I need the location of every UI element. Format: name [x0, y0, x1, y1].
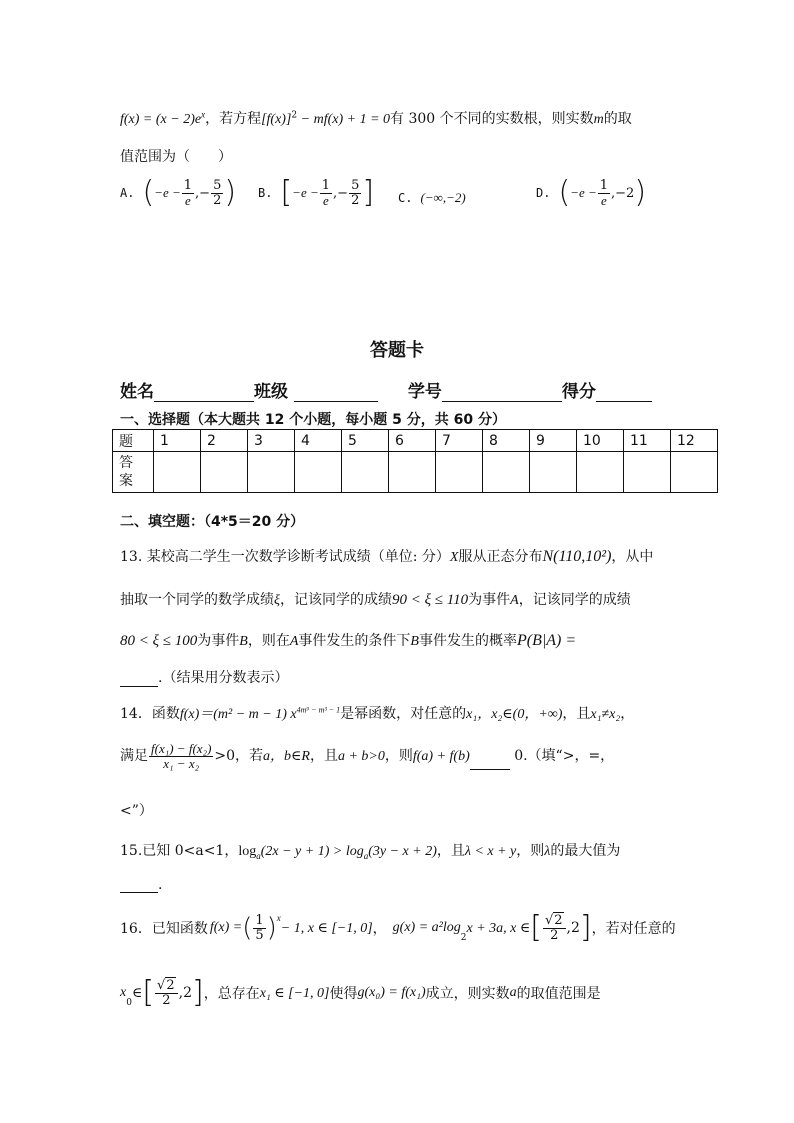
row-head-answer-a: 答 — [119, 455, 133, 471]
bracket-close: ] — [579, 910, 592, 945]
option-c-label: C. — [398, 191, 413, 205]
frac-den: 2 — [550, 927, 559, 943]
frac-den: e — [185, 192, 191, 208]
q12-func: f(x) = (x − 2)e — [120, 112, 202, 127]
frac-num: 1 — [183, 177, 193, 193]
q13-event-a: A — [289, 634, 299, 649]
sqrt-sign: √ — [544, 912, 554, 928]
paren-open: ( — [142, 175, 155, 210]
q16-x0-sub: 0 — [126, 998, 132, 1008]
q16-exp: x — [276, 913, 281, 923]
answer-cell[interactable] — [154, 452, 201, 493]
q16-line1 — [120, 910, 676, 945]
student-info-row — [120, 377, 652, 402]
q16-equation: g(x₀) = f(x₁) — [357, 985, 426, 1000]
q14-line3: <”） — [120, 803, 153, 819]
question-number: 8 — [483, 430, 530, 452]
answer-cell[interactable] — [295, 452, 342, 493]
fraction-1-e — [598, 179, 610, 207]
q14-text: ，且 — [562, 706, 591, 722]
q13-range-b: 80 < ξ ≤ 100 — [120, 633, 198, 649]
table-row — [113, 452, 718, 493]
q13-normal-dist: N(110,10²) — [542, 548, 612, 565]
question-number: 5 — [342, 430, 389, 452]
bracket-open: [ — [280, 175, 293, 210]
q14-text: 0.（填“>，=， — [514, 748, 615, 765]
q12-line1 — [120, 108, 632, 128]
question-number: 10 — [577, 430, 624, 452]
option-d — [536, 175, 647, 210]
fraction-5-2 — [211, 179, 223, 207]
question-number: 12 — [671, 430, 718, 452]
q13-text: ，从中 — [611, 549, 654, 565]
q16-fraction — [253, 914, 265, 942]
option-a-label: A. — [120, 186, 135, 200]
frac-den: x₁ − x₂ — [163, 755, 200, 771]
section2-heading: 二、填空题：（4*5＝20 分） — [120, 514, 305, 530]
radicand: 2 — [166, 977, 175, 993]
answer-cell[interactable] — [530, 452, 577, 493]
q16-text: 的取值范围是 — [516, 986, 601, 1002]
answer-cell[interactable] — [436, 452, 483, 493]
name-field[interactable] — [154, 383, 254, 402]
frac-den: e — [323, 192, 329, 208]
q16-sqrt-frac — [155, 979, 178, 1007]
fraction-5-2 — [349, 179, 361, 207]
frac-den: 5 — [255, 927, 264, 943]
option-a — [120, 175, 237, 210]
row-head-answer-b: 案 — [119, 473, 133, 489]
frac-num: 1 — [321, 177, 331, 193]
fraction-1-e — [182, 179, 194, 207]
q13-range-a: 90 < ξ ≤ 110 — [392, 592, 469, 608]
answer-blank[interactable] — [120, 878, 158, 893]
paren-close: ) — [634, 175, 647, 210]
q13-probability: P(B|A) = — [516, 632, 577, 649]
q16-line2 — [120, 975, 601, 1010]
frac-num: 5 — [351, 177, 360, 193]
q12-func-exp: x — [201, 109, 206, 120]
frac-den: 2 — [213, 192, 222, 208]
neg-e: −e − — [570, 185, 597, 200]
q13-line4 — [120, 667, 288, 687]
answer-blank[interactable] — [120, 672, 158, 687]
q15-text: . — [158, 877, 163, 893]
frac-num: 1 — [599, 177, 609, 193]
q14-func: f(x)＝(m² − m − 1) x — [179, 707, 297, 722]
frac-den: 2 — [162, 992, 171, 1008]
radicand: 2 — [554, 912, 563, 928]
q16-upper: ,2 — [566, 920, 580, 936]
question-number: 3 — [248, 430, 295, 452]
q12-eq-b: − mf(x) + 1 = 0 — [297, 112, 391, 127]
q12-eq-a-sup: 2 — [291, 110, 298, 121]
frac-num: f(x₁) − f(x₂) — [151, 741, 212, 756]
bracket-close: ] — [362, 175, 375, 210]
paren-open: ( — [558, 175, 571, 210]
neg-e: −e − — [292, 185, 319, 200]
sqrt-sign: √ — [157, 977, 166, 993]
fraction-1-e — [320, 179, 332, 207]
q16-x0: x — [120, 985, 127, 1000]
answer-cell[interactable] — [483, 452, 530, 493]
q13-event-b: B — [410, 634, 419, 649]
q15-line1 — [120, 840, 620, 861]
q14-fraction — [149, 742, 213, 770]
q12-line2: 值范围为（ ） — [120, 149, 232, 165]
q13-text: ，记该同学的成绩 — [280, 592, 392, 608]
q15-expr: (3y − x + 2) — [368, 844, 437, 859]
q14-text: ，且 — [309, 748, 338, 765]
q13-text: .（结果用分数表示） — [158, 670, 289, 686]
q14-exp: 4m⁹ − m³ − 1 — [296, 705, 341, 715]
bracket-open: [ — [530, 910, 542, 945]
q13-text: 事件发生的条件下 — [298, 633, 411, 649]
answer-cell[interactable] — [671, 452, 718, 493]
question-number: 1 — [154, 430, 201, 452]
q15-lambda: λ — [544, 844, 551, 859]
q16-text: ， — [372, 921, 387, 937]
q12-eq-a: [f(x)] — [261, 112, 292, 127]
q15-line2 — [120, 877, 162, 893]
id-label: 学号 — [407, 382, 442, 402]
q13-text: 事件发生的概率 — [418, 633, 517, 649]
question-number: 9 — [530, 430, 577, 452]
row-head-question: 题 — [113, 430, 154, 452]
answer-cell[interactable] — [201, 452, 248, 493]
answer-cell[interactable] — [577, 452, 624, 493]
question-number: 7 — [436, 430, 483, 452]
answer-card-title: 答题卡 — [370, 340, 424, 361]
neg-e: −e − — [154, 185, 181, 200]
q13-text: 13. 某校高二学生一次数学诊断考试成绩（单位: 分） — [120, 549, 450, 565]
q16-x1-domain: x₁ ∈ [−1, 0] — [259, 985, 330, 1001]
q12-var-m: m — [593, 112, 604, 127]
paren-close: ) — [224, 175, 237, 210]
neg-two: ,−2 — [611, 185, 635, 201]
q13-text: 抽取一个同学的数学成绩 — [120, 592, 274, 608]
q14-expr: f(a) + f(b) — [412, 749, 470, 765]
comma-neg: ,− — [333, 185, 349, 201]
q16-base: 2 — [460, 933, 467, 943]
frac-den: 2 — [351, 192, 360, 208]
q16-func-g: g(x) = a²log — [392, 920, 461, 935]
q13-text: 服从正态分布 — [458, 549, 543, 565]
comma-neg: ,− — [195, 185, 211, 201]
option-b-label: B. — [258, 186, 273, 200]
id-field[interactable] — [442, 383, 562, 402]
q13-event-b: B — [239, 634, 248, 649]
q13-text: ，记该同学的成绩 — [518, 592, 631, 608]
q14-text: 是幂函数，对任意的 — [340, 706, 467, 722]
q16-text: 16．已知函数 — [120, 921, 208, 937]
question-number: 11 — [624, 430, 671, 452]
answer-table — [112, 429, 718, 493]
q14-sum: a + b>0 — [337, 749, 385, 765]
q16-in: ∈ — [131, 985, 143, 1001]
q16-upper: ,2 — [178, 985, 192, 1001]
q16-text: 使得 — [329, 986, 358, 1002]
frac-den: e — [601, 192, 607, 208]
q15-base: a — [256, 850, 261, 861]
q14-cond: x₁≠x₂ — [590, 707, 621, 722]
row-head-answer — [113, 452, 154, 493]
question-number: 6 — [389, 430, 436, 452]
answer-cell[interactable] — [248, 452, 295, 493]
q13-xi: ξ — [274, 593, 280, 608]
q14-text: ，则 — [384, 748, 413, 765]
q15-text: ，则 — [516, 843, 545, 859]
frac-num: 1 — [255, 912, 264, 928]
q13-var-x: X — [449, 550, 459, 565]
q15-log: log — [238, 844, 257, 859]
q14-line2 — [120, 742, 614, 770]
q13-line1 — [120, 546, 653, 566]
paren-open: ( — [242, 913, 253, 943]
q12-text1: ，若方程 — [205, 111, 262, 127]
class-label: 班级 — [254, 382, 288, 402]
q16-sqrt-frac — [543, 914, 566, 942]
q12-text2: 有 300 个不同的实数根，则实数 — [390, 111, 594, 127]
score-field[interactable] — [596, 383, 652, 402]
q14-text: >0，若 — [214, 748, 264, 765]
q16-text: 成立，则实数 — [425, 986, 510, 1002]
q14-text: ， — [620, 706, 635, 722]
frac-num: 5 — [213, 177, 222, 193]
answer-blank[interactable] — [470, 755, 510, 770]
section1-heading: 一、选择题（本大题共 12 个小题，每小题 5 分，共 60 分） — [120, 412, 506, 428]
option-d-label: D. — [536, 186, 551, 200]
bracket-open: [ — [142, 975, 155, 1010]
bracket-close: ] — [191, 975, 204, 1010]
q12-text3: 的取 — [603, 111, 632, 127]
q14-line1 — [120, 703, 634, 723]
answer-cell[interactable] — [389, 452, 436, 493]
paren-close: ) — [266, 913, 277, 943]
q13-text: 为事件 — [197, 633, 240, 649]
q13-text: ，则在 — [247, 633, 290, 649]
answer-cell[interactable] — [624, 452, 671, 493]
q15-text: 的最大值为 — [550, 843, 621, 859]
q16-domain: − 1, x ∈ [−1, 0] — [280, 920, 373, 936]
answer-cell[interactable] — [342, 452, 389, 493]
option-c-value: (−∞,−2) — [420, 190, 466, 205]
q13-line2 — [120, 589, 631, 609]
q13-event-a: A — [510, 593, 519, 608]
q13-text: 为事件 — [468, 592, 511, 608]
q15-ineq: λ < x + y — [464, 844, 517, 859]
q15-base: a — [363, 850, 369, 861]
question-number: 2 — [201, 430, 248, 452]
class-field[interactable] — [294, 383, 378, 402]
q15-expr: (2x − y + 1) > log — [260, 844, 364, 859]
q16-var-a: a — [509, 985, 517, 1000]
option-b — [258, 175, 375, 210]
question-number: 4 — [295, 430, 342, 452]
q15-text: 15.已知 0<a<1， — [120, 843, 239, 859]
name-label: 姓名 — [120, 382, 154, 402]
q14-vars: a，b∈R — [263, 749, 310, 765]
q13-line3 — [120, 630, 576, 650]
q16-func-f: f(x) = — [209, 920, 243, 935]
q16-text: ，总存在 — [203, 986, 260, 1002]
score-label: 得分 — [561, 382, 596, 402]
q14-text: 满足 — [120, 748, 148, 765]
q16-func-g-rest: x + 3a, x ∈ — [466, 920, 531, 936]
q14-domain: x₁，x₂∈(0，+∞) — [466, 707, 563, 722]
q15-text: ，且 — [436, 843, 465, 859]
option-c — [398, 190, 466, 206]
table-row — [113, 430, 718, 452]
q16-text: ，若对任意的 — [591, 921, 676, 937]
q14-text: 14．函数 — [120, 706, 180, 722]
